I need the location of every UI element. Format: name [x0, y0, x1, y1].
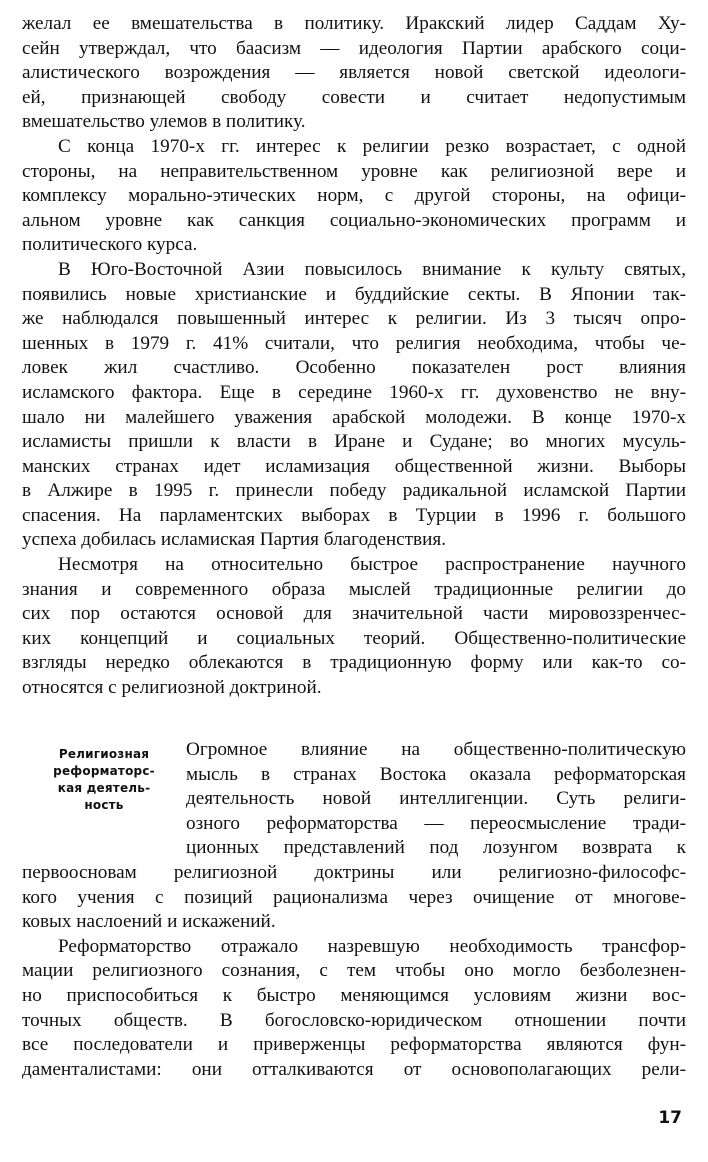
- text-line: шало ни малейшего уважения арабской молодежи. В конце 1970-х: [22, 406, 686, 428]
- text-line: ковых наслоений и искажений.: [22, 911, 276, 933]
- paragraph-4: [22, 553, 686, 701]
- text-line: С конца 1970-х гг. интерес к религии резко возрастает, с одной: [58, 135, 686, 157]
- text-line: стороны, на неправительственном уровне как религиозной вере и: [22, 160, 686, 182]
- text-line: сейн утверждал, что баасизм — идеология Партии арабского соци-: [22, 37, 686, 59]
- text-line: Огромное влияние на общественно-политическую: [186, 739, 686, 760]
- text-line: успеха добилась исламиская Партия благоденствия.: [22, 529, 447, 551]
- text-line: вмешательство улемов в политику.: [22, 111, 306, 133]
- text-line: политического курса.: [22, 234, 198, 256]
- text-line: же наблюдался повышенный интерес к религии. Из 3 тысяч опро-: [22, 308, 686, 330]
- text-line: спасения. На парламентских выборах в Турции в 1996 г. большого: [22, 504, 686, 526]
- sidenote-section: [22, 738, 686, 861]
- margin-heading-line: реформаторс-: [53, 764, 155, 778]
- paragraph-2: [22, 135, 686, 258]
- text-line: ких концепций и социальных теорий. Общественно-политические: [22, 627, 686, 649]
- margin-heading-line: ность: [84, 798, 124, 812]
- text-line: знания и современного образа мыслей традиционные религии до: [22, 578, 686, 600]
- paragraph-1: [22, 12, 686, 135]
- text-line: Несмотря на относительно быстрое распространение научного: [58, 554, 686, 576]
- body-text-top: [22, 12, 686, 701]
- text-line: шенных в 1979 г. 41% считали, что религия необходима, чтобы че-: [22, 332, 686, 354]
- text-line: все последователи и приверженцы реформаторства являются фун-: [22, 1034, 686, 1056]
- text-line: мысль в странах Востока оказала реформаторская: [186, 763, 686, 785]
- text-line: озного реформаторства — переосмысление тради-: [186, 812, 686, 834]
- text-line: ционных представлений под лозунгом возврата к: [186, 837, 686, 859]
- text-line: Реформаторство отражало назревшую необходимость трансфор-: [58, 935, 686, 957]
- text-line: но приспособиться к быстро меняющимся условиям жизни вос-: [22, 984, 686, 1006]
- text-line: алистического возрождения — является новой светской идеологи-: [22, 62, 686, 84]
- text-line: кого учения с позиций рационализма через очищение от многове-: [22, 886, 686, 908]
- text-line: мации религиозного сознания, с тем чтобы оно могло безболезнен-: [22, 960, 686, 982]
- text-line: точных обществ. В богословско-юридическом отношении почти: [22, 1009, 686, 1031]
- text-line: относятся с религиозной доктриной.: [22, 677, 322, 699]
- text-line: ловек жил счастливо. Особенно показателен рост влияния: [22, 357, 686, 379]
- paragraph-3: [22, 258, 686, 553]
- text-line: исламского фактора. Еще в середине 1960-х гг. духовенство не вну-: [22, 381, 686, 403]
- text-line: появились новые христианские и буддийские секты. В Японии так-: [22, 283, 686, 305]
- text-line: первоосновам религиозной доктрины или религиозно-философс-: [22, 861, 686, 883]
- text-line: комплексу морально-этических норм, с другой стороны, на офици-: [22, 185, 686, 207]
- page-number: 17: [658, 1108, 682, 1128]
- paragraph-6: [22, 935, 686, 1083]
- text-line: альном уровне как санкция социально-экономических программ и: [22, 209, 686, 231]
- text-line: сих пор остаются основой для значительной части мировоззренчес-: [22, 603, 686, 625]
- text-line: В Юго-Восточной Азии повысилось внимание к культу святых,: [58, 258, 686, 280]
- text-line: исламисты пришли к власти в Иране и Судане; во многих мусуль-: [22, 431, 686, 453]
- paragraph-5-end: [22, 861, 686, 935]
- text-line: ей, признающей свободу совести и считает недопустимым: [22, 86, 686, 108]
- text-line: деятельность новой интеллигенции. Суть религи-: [186, 788, 686, 810]
- text-line: даменталистами: они отталкиваются от основополагающих рели-: [22, 1058, 686, 1080]
- margin-heading-line: кая деятель-: [57, 781, 151, 795]
- text-line: манских странах идет исламизация общественной жизни. Выборы: [22, 455, 686, 477]
- text-line: взгляды нередко облекаются в традиционную форму или как-то со-: [22, 652, 686, 674]
- paragraph-5-start: [186, 738, 686, 861]
- text-line: в Алжире в 1995 г. принесли победу радикальной исламской Партии: [22, 480, 686, 502]
- margin-heading: [22, 738, 186, 861]
- margin-heading-line: Религиозная: [58, 747, 150, 761]
- text-line: желал ее вмешательства в политику. Иракский лидер Саддам Ху-: [22, 13, 686, 34]
- body-text-bottom: [22, 738, 686, 1082]
